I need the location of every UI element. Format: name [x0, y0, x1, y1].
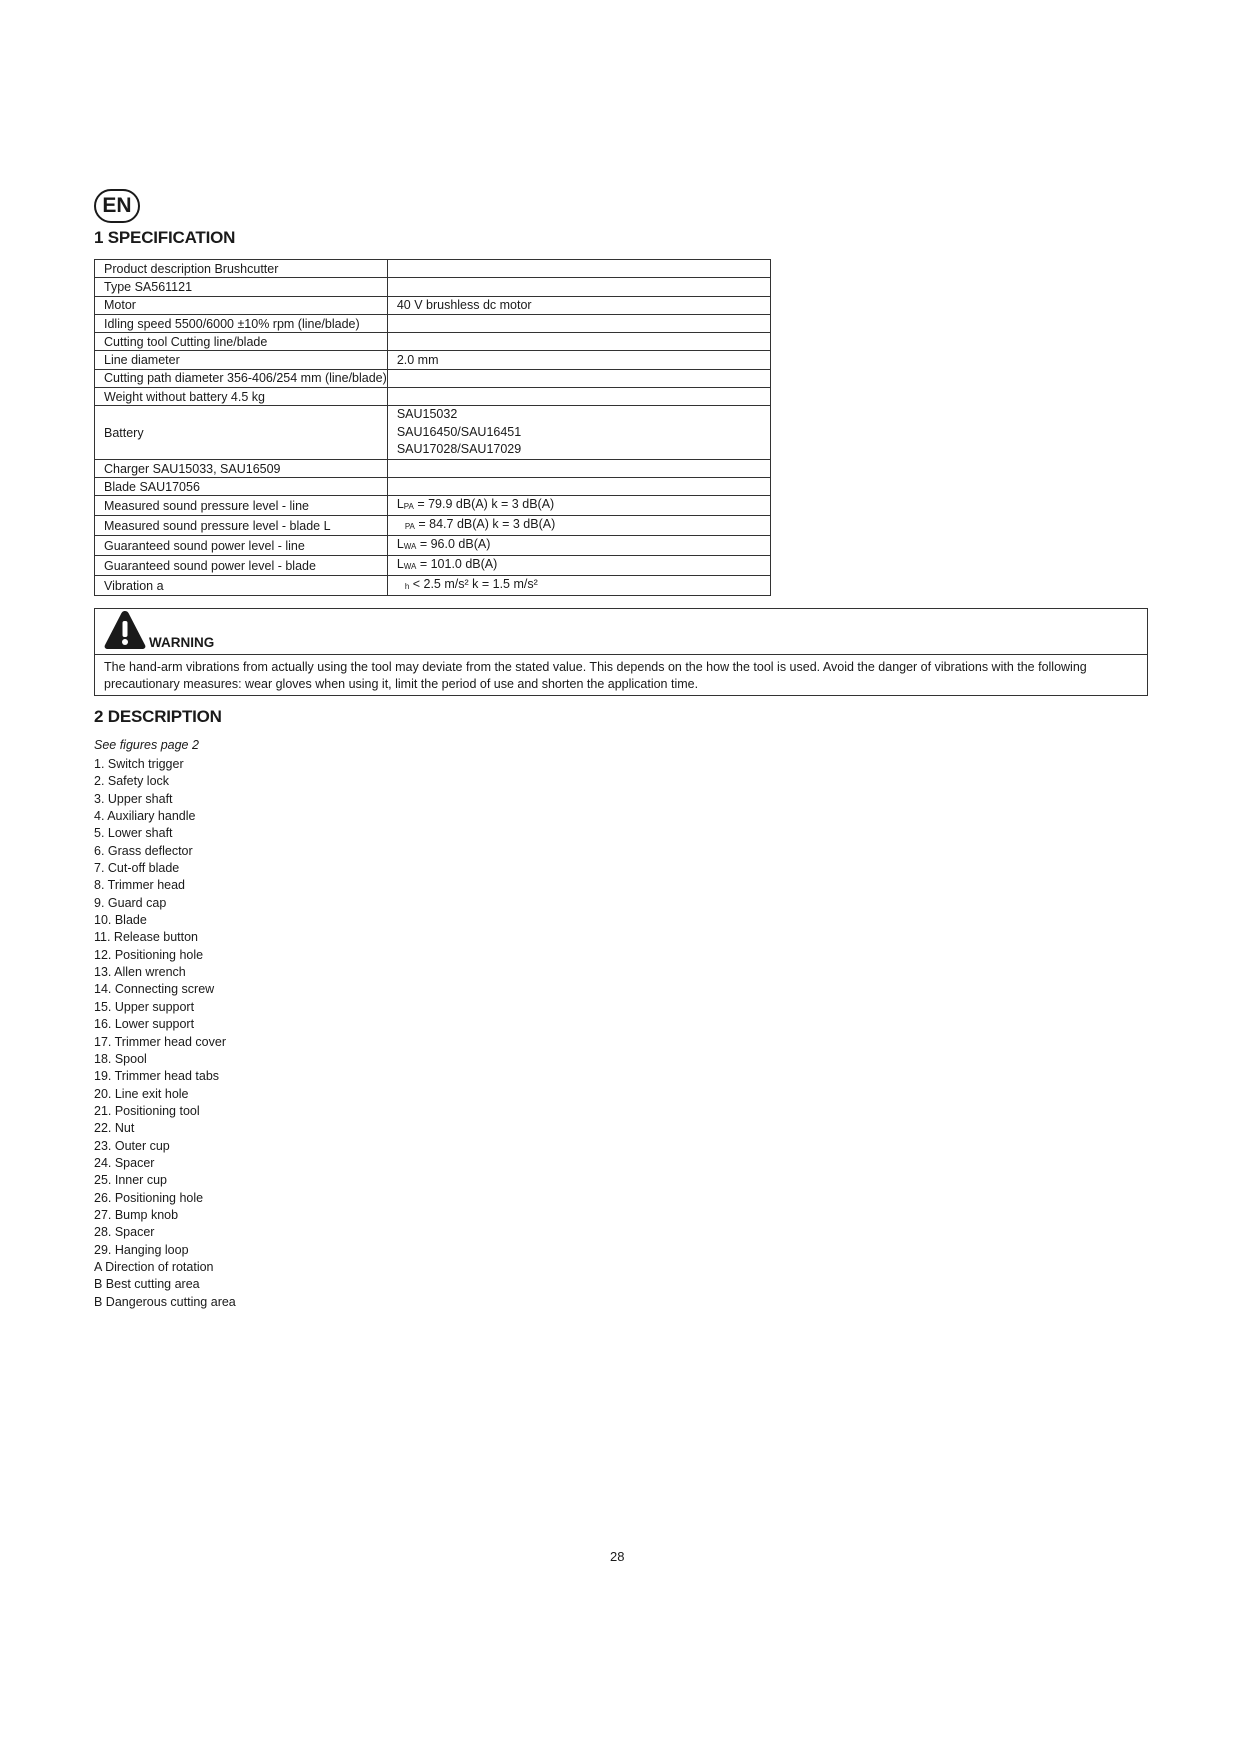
spec-label: Blade SAU17056 [95, 478, 388, 496]
list-item: 27. Bump knob [94, 1207, 179, 1222]
list-item: 4. Auxiliary handle [94, 809, 196, 824]
language-badge: EN [94, 189, 140, 223]
warning-header [95, 609, 1147, 655]
symbol: L [396, 497, 404, 512]
spec-label: Guaranteed sound power level - line [95, 536, 388, 556]
spec-label: Measured sound pressure level - blade L [95, 516, 388, 536]
list-item: 17. Trimmer head cover [94, 1034, 226, 1049]
spec-label: Product description Brushcutter [95, 260, 388, 278]
spec-value [387, 314, 770, 332]
spec-value [387, 278, 770, 296]
spec-value [387, 459, 770, 477]
table-row [95, 576, 771, 596]
description-heading: 2 DESCRIPTION [94, 707, 222, 726]
list-item: 2. Safety lock [94, 774, 170, 789]
spec-label: Cutting tool Cutting line/blade [95, 333, 388, 351]
value-text: = 79.9 dB(A) k = 3 dB(A) [413, 497, 555, 512]
list-item: 1. Switch trigger [94, 757, 184, 771]
spec-value [387, 496, 770, 516]
table-row [95, 556, 771, 576]
spec-label: Measured sound pressure level - line [95, 496, 388, 516]
list-item: 22. Nut [94, 1121, 135, 1136]
table-row [95, 296, 771, 314]
value-text: < 2.5 m/s² k = 1.5 m/s² [409, 577, 538, 592]
warning-box [94, 608, 1148, 696]
table-row [95, 333, 771, 351]
table-row [95, 314, 771, 332]
spec-value [387, 260, 770, 278]
list-item: B Best cutting area [94, 1277, 200, 1292]
list-item: 10. Blade [94, 913, 147, 928]
parts-list [94, 756, 236, 1311]
value-text: = 96.0 dB(A) [416, 537, 491, 552]
specification-heading: 1 SPECIFICATION [94, 228, 236, 247]
list-item: 23. Outer cup [94, 1138, 170, 1153]
spec-value: 40 V brushless dc motor [387, 296, 770, 314]
spec-label: Motor [95, 296, 388, 314]
list-item: B Dangerous cutting area [94, 1294, 236, 1309]
symbol: L [396, 537, 404, 552]
table-row [95, 369, 771, 387]
battery-model: SAU15032 [396, 407, 458, 422]
see-figures-note: See figures page 2 [94, 738, 199, 752]
list-item: 18. Spool [94, 1051, 147, 1066]
specification-table [94, 259, 771, 596]
symbol: L [396, 557, 404, 572]
spec-value [387, 516, 770, 536]
list-item: 28. Spacer [94, 1225, 155, 1240]
page-number: 28 [610, 1549, 625, 1564]
spec-value [387, 388, 770, 406]
table-row [95, 496, 771, 516]
spec-value [387, 478, 770, 496]
spec-value [387, 333, 770, 351]
spec-label: Type SA561121 [95, 278, 388, 296]
warning-triangle-icon [104, 610, 146, 650]
warning-title: WARNING [149, 635, 215, 650]
spec-label: Guaranteed sound power level - blade [95, 556, 388, 576]
list-item: 20. Line exit hole [94, 1086, 189, 1101]
table-row [95, 260, 771, 278]
spec-label: Battery [95, 406, 388, 460]
spec-value [387, 556, 770, 576]
subscript: PA [404, 522, 415, 532]
battery-model: SAU16450/SAU16451 [396, 424, 522, 439]
list-item: 13. Allen wrench [94, 965, 186, 980]
list-item: 29. Hanging loop [94, 1242, 189, 1257]
spec-label: Cutting path diameter 356-406/254 mm (line/blade) [95, 369, 388, 387]
table-row [95, 536, 771, 556]
spec-label: Charger SAU15033, SAU16509 [95, 459, 388, 477]
list-item: 7. Cut-off blade [94, 861, 180, 876]
table-row [95, 459, 771, 477]
spec-label: Vibration a [95, 576, 388, 596]
list-item: 8. Trimmer head [94, 878, 186, 893]
warning-text: The hand-arm vibrations from actually using the tool may deviate from the stated value. This depends on the how the tool is used. Avoid the danger of vibrations with the following precautionary measures: wear gloves when using it, limit the period of use and shorten the application time. [104, 660, 1087, 691]
table-row [95, 478, 771, 496]
list-item: 9. Guard cap [94, 895, 167, 910]
list-item: 12. Positioning hole [94, 947, 204, 962]
spec-value [387, 536, 770, 556]
list-item: 16. Lower support [94, 1017, 195, 1032]
table-row [95, 388, 771, 406]
spec-value [387, 369, 770, 387]
list-item: 5. Lower shaft [94, 826, 173, 841]
table-row [95, 278, 771, 296]
list-item: 24. Spacer [94, 1155, 155, 1170]
subscript: WA [403, 562, 417, 572]
list-item: 26. Positioning hole [94, 1190, 204, 1205]
list-item: 14. Connecting screw [94, 982, 215, 997]
spec-label: Idling speed 5500/6000 ±10% rpm (line/blade) [95, 314, 388, 332]
list-item: 25. Inner cup [94, 1173, 167, 1188]
battery-model: SAU17028/SAU17029 [396, 442, 522, 457]
table-row [95, 351, 771, 369]
table-row-battery [95, 406, 771, 460]
spec-value [387, 576, 770, 596]
spec-label: Line diameter [95, 351, 388, 369]
list-item: 21. Positioning tool [94, 1103, 200, 1118]
table-row [95, 516, 771, 536]
subscript: PA [403, 502, 414, 512]
list-item: 19. Trimmer head tabs [94, 1069, 220, 1084]
subscript: h [404, 582, 410, 592]
list-item: 11. Release button [94, 930, 199, 945]
spec-label: Weight without battery 4.5 kg [95, 388, 388, 406]
list-item: 6. Grass deflector [94, 843, 193, 858]
subscript: WA [403, 542, 417, 552]
list-item: 15. Upper support [94, 999, 195, 1014]
value-text: = 101.0 dB(A) [416, 557, 498, 572]
list-item: A Direction of rotation [94, 1259, 214, 1274]
value-text: = 84.7 dB(A) k = 3 dB(A) [414, 517, 556, 532]
battery-values [387, 406, 770, 460]
spec-value: 2.0 mm [387, 351, 770, 369]
list-item: 3. Upper shaft [94, 791, 173, 806]
